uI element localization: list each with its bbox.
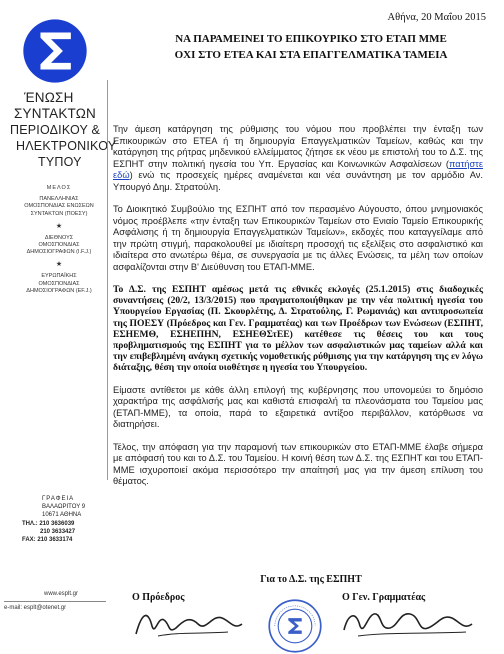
president-signature-icon [128,606,248,640]
secretary-signature-icon [338,604,478,640]
letter-body [113,124,483,499]
click-here-link[interactable]: πατήστε εδώ [113,158,483,180]
divider [4,601,106,602]
title-line-1: ΝΑ ΠΑΡΑΜΕΙΝΕΙ ΤΟ ΕΠΙΚΟΥΡΙΚΟ ΣΤΟ ΕΤΑΠ ΜΜΕ [175,33,447,45]
letter-date: Αθήνα, 20 Μαΐου 2015 [387,12,486,23]
web-contact [0,590,112,612]
email-link[interactable]: e-mail: esplt@otenet.gr [4,604,67,611]
paragraph: Τέλος, την απόφαση για την παραμονή των επικουρικών στο ΕΤΑΠ-ΜΜΕ έλαβε σήμερα με απόφασή του και το Δ.Σ. του Ταμείου. Η κοινή θέση των Δ.Σ. της ΕΣΠΗΤ και του ΕΤΑΠ-ΜΜΕ ισχυροποιεί ακόμα περισσότερο την απαίτησή μας για την άμεση επίλυση του θέματος. [113,441,483,487]
esplt-logo-icon [22,18,88,84]
member-org: ΠΑΝΕΛΛΗΝΙΑΣ ΟΜΟΣΠΟΝΔΙΑΣ ΕΝΩΣΕΩΝ ΣΥΝΤΑΚΤΩΝ (ΠΟΕΣΥ) [24,196,94,217]
union-name [10,90,117,170]
office-info [22,495,108,544]
union-name-line: ΠΕΡΙΟΔΙΚΟΥ & [10,123,101,137]
official-stamp-icon [267,598,323,654]
sidebar-divider [107,80,108,480]
president-label: Ο Πρόεδρος [132,592,185,603]
letterhead-sidebar [0,0,117,640]
union-name-line: ΤΥΠΟΥ [38,155,82,169]
members-header: ΜΕΛΟΣ [46,185,72,191]
member-org: ΕΥΡΩΠΑΪΚΗΣ ΟΜΟΣΠΟΝΔΙΑΣ ΔΗΜΟΣΙΟΓΡΑΦΩΝ (ΕF.J.) [26,273,92,294]
phone-line: ΤΗΛ.: 210 3636039 [22,520,75,527]
member-org: ΔΙΕΘΝΟΥΣ ΟΜΟΣΠΟΝΔΙΑΣ ΔΗΜΟΣΙΟΓΡΑΦΩΝ (Ι.F.J.) [26,234,92,256]
fax-line: FAX: 210 3633174 [22,537,73,544]
membership-list [24,185,94,300]
union-name-line: ΣΥΝΤΑΚΤΩΝ [14,106,96,121]
union-name-line: ΗΛΕΚΤΡΟΝΙΚΟΥ [16,139,117,153]
bold-paragraph: Το Δ.Σ. της ΕΣΠΗΤ αμέσως μετά τις εθνικές εκλογές (25.1.2015) στις διαδοχικές συναντήσεις (20/2, 13/3/2015) που πραγματοποιήθηκαν με την νέα πολιτική ηγεσία του Υπουργείου Εργασίας (Π. Σκουρλέτης, Δ. Στρατούλης, Γ. Ρωμανιάς) και αντιπροσωπεία της ΠΟΕΣΥ (Πρόεδρος και Γεν. Γραμματέας) και των Προέδρων των Ενώσεων (ΕΣΠΗΤ, ΕΣΗΕΜΘ, ΕΣΗΕΠΗΝ, ΕΣΗΕΘΣτΕΕ) κατέθεσε τις θέσεις του και τους προβληματισμούς της ΕΣΠΗΤ για το μέλλον των ασφαλιστικών μας ταμείων αλλά και την επιβεβλημένη ανάγκη σχετικής νομοθετικής ρύθμισης για την κατάργηση της εν λόγω διάταξης, θέση την οποία υιοθέτησε η ηγεσία του Υπουργείου. [113,284,483,374]
paragraph: Το Διοικητικό Συμβούλιο της ΕΣΠΗΤ από τον περασμένο Αύγουστο, όπου μνημονιακός νόμος προέβλεπε «την ένταξη των Επικουρικών Ταμείων στο Ενιαίο Ταμείο Επικουρικής Ασφάλισης ή τη δημιουργία Επαγγελματικών Ταμείων», εκδοχές που καταγγείλαμε από την πρώτη στιγμή, παρακολουθεί με ιδιαίτερη προσοχή τις εξελίξεις στο ασφαλιστικό και ιδιαίτερα στο ανωτέρω θέμα, σε συνεργασία με τις άλλες Ενώσεις, τα μέλη των οποίων ασφαλίζονται στην Β' Διεύθυνση του ΕΤΑΠ-ΜΜΕ. [113,204,483,272]
paragraph [113,124,483,193]
paragraph-text: Την άμεση κατάργηση της ρύθμισης του νόμου που προβλέπει την ένταξη των Επικουρικών στο ΕΤΕΑ ή τη δημιουργία Επαγγελματικών Ταμείων, καθώς και την κατάργηση της ρήτρας μηδενικού ελλείμματος ζήτησε εκ νέου με επιστολή του το Δ.Σ. της ΕΣΠΗΤ στην πολιτική ηγεσία του Υπ. Εργασίας και Κοινωνικών Ασφαλίσεων ( [113,124,483,169]
office-header: ΓΡΑΦΕΙΑ [42,496,75,502]
star-divider: ★ [55,222,63,230]
title-line-2: ΟΧΙ ΣΤΟ ΕΤΕΑ ΚΑΙ ΣΤΑ ΕΠΑΓΓΕΛΜΑΤΙΚΑ ΤΑΜΕΙΑ [174,49,448,61]
phone-line: 210 3633427 [40,528,76,535]
paragraph: Είμαστε αντίθετοι με κάθε άλλη επιλογή της κυβέρνησης που υπονομεύει το δημόσιο χαρακτήρα της ασφάλισής μας και καθιστά επισφαλή τα πλεονάσματα του Ταμείου μας (ΕΤΑΠ-ΜΜΕ), τα οποία, παρά το εξαιρετικά αντίξοο περιβάλλον, κατόρθωσε να διατηρήσει. [113,384,483,430]
signature-heading: Για το Δ.Σ. της ΕΣΠΗΤ [260,574,362,585]
address-line: ΒΑΛΑΩΡΙΤΟΥ 9 [42,504,86,511]
star-divider: ★ [55,261,63,269]
paragraph-text: ) ενώ τις προσεχείς ημέρες αναμένεται και νέα συνάντηση με τον αρμόδιο Αν. Υπουργό Δημ. Στρατούλη. [113,170,483,192]
address-line: 10671 ΑΘΗΝΑ [42,512,82,519]
website-link[interactable]: www.esplt.gr [44,591,79,597]
union-name-line: ΈΝΩΣΗ [24,90,74,105]
secretary-label: Ο Γεν. Γραμματέας [342,592,426,603]
